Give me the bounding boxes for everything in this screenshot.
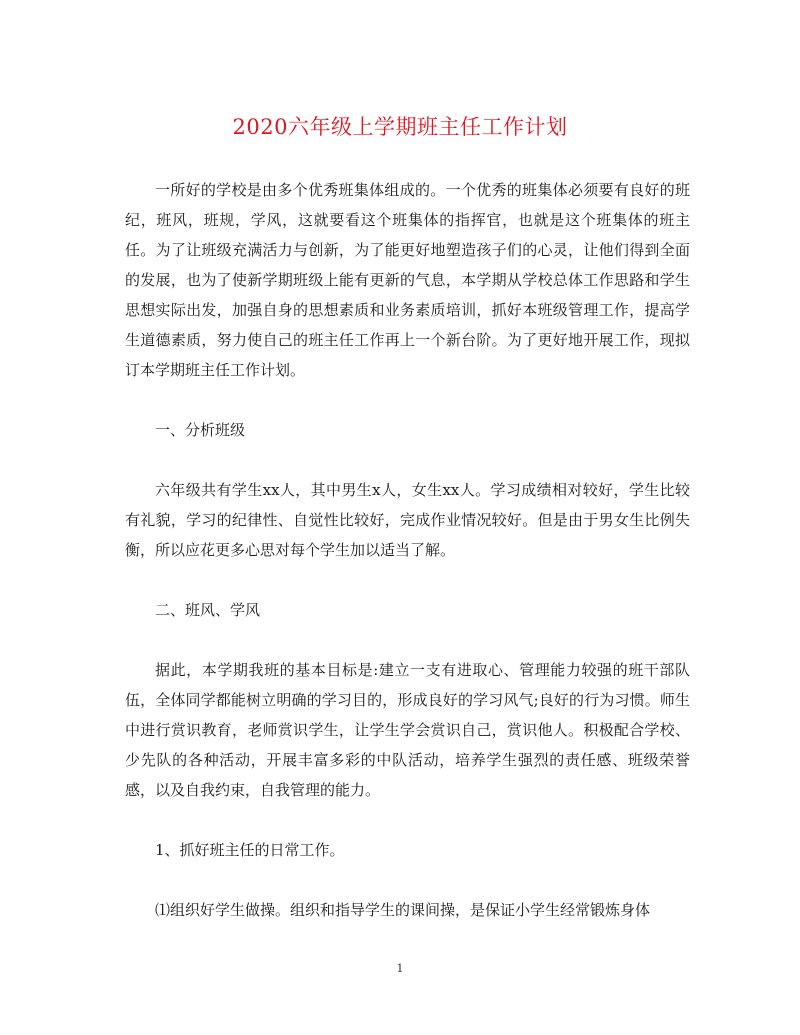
page-number: 1 [396,962,404,975]
section-analysis-paragraph: 六年级共有学生xx人，其中男生x人，女生xx人。学习成绩相对较好，学生比较有礼貌，学习的纪律性、自觉性比较好，完成作业情况较好。但是由于男女生比例失衡，所以应花更多心思对每个学生加以适当了解。 [125,481,690,559]
section-heading-analysis: 一、分析班级 [155,421,246,439]
spacer [125,865,690,895]
spacer [125,445,690,475]
spacer [125,565,690,595]
document-title: 2020六年级上学期班主任工作计划 [232,115,568,139]
subsection-heading-daily-work: 1、抓好班主任的日常工作。 [155,841,345,859]
spacer [125,805,690,835]
subsection-item-exercise: ⑴组织好学生做操。组织和指导学生的课间操，是保证小学生经常锻炼身体 [155,901,651,919]
section-class-style-paragraph: 据此，本学期我班的基本目标是:建立一支有进取心、管理能力较强的班干部队伍，全体同学都能树立明确的学习目的，形成良好的学习风气;良好的行为习惯。师生中进行赏识教育，老师赏识学生，让学生学会赏识自己，赏识他人。积极配合学校、少先队的各种活动，开展丰富多彩的中队活动，培养学生强烈的责任感、班级荣誉感，以及自我约束，自我管理的能力。 [125,661,690,799]
section-heading-class-style: 二、班风、学风 [155,601,261,619]
intro-paragraph: 一所好的学校是由多个优秀班集体组成的。一个优秀的班集体必须要有良好的班纪，班风，班规，学风，这就要看这个班集体的指挥官，也就是这个班集体的班主任。为了让班级充满活力与创新，为了能更好地塑造孩子们的心灵，让他们得到全面的发展，也为了使新学期班级上能有更新的气息，本学期从学校总体工作思路和学生思想实际出发，加强自身的思想素质和业务素质培训，抓好本班级管理工作，提高学生道德素质，努力使自己的班主任工作再上一个新台阶。为了更好地开展工作，现拟订本学期班主任工作计划。 [125,181,690,379]
spacer [125,385,690,415]
document-body [125,175,690,925]
spacer [125,625,690,655]
